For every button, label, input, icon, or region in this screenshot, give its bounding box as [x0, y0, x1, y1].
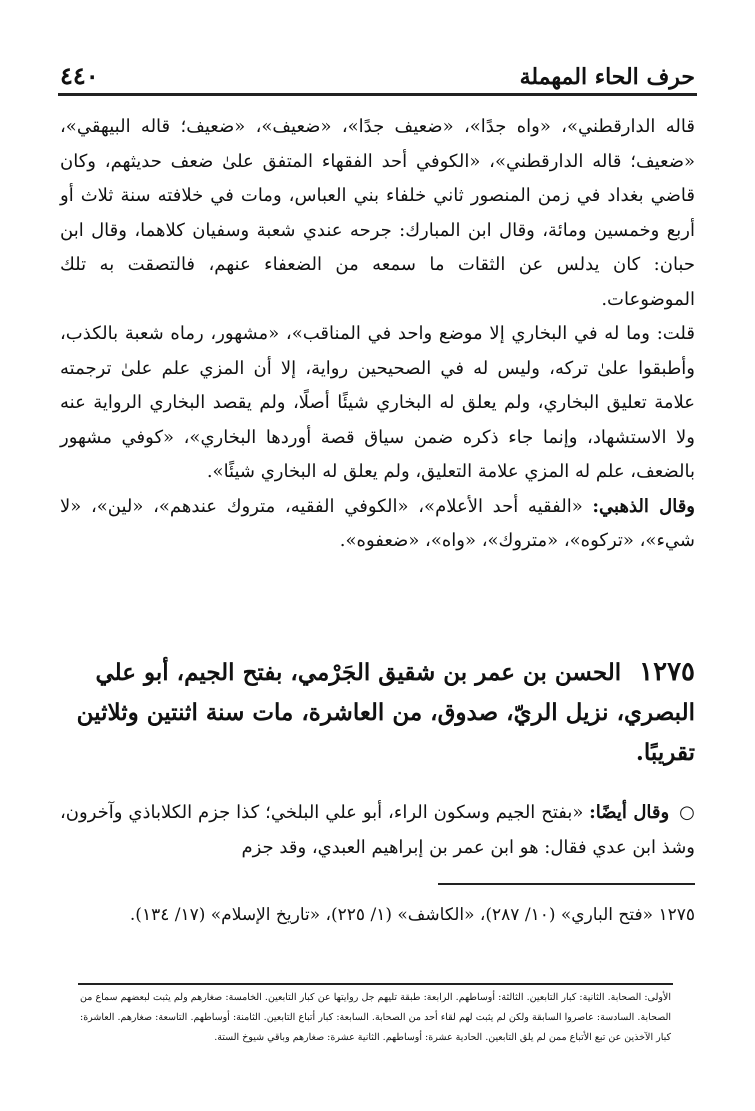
paragraph-1: قاله الدارقطني»، «واه جدًا»، «ضعيف جدًا»، «ضعيف»، «ضعيف؛ قاله البيهقي»، «ضعيف؛ قاله الدارقطني»، «الكوفي أحد الفقهاء المتفق علىٰ ضعف حديثهم، وكان قاضي بغداد في زمن المنصور ثاني خلفاء بني العباس، ومات في خلافته سنة ثلاث أو أربع وخمسين ومائة، وقال ابن المبارك: جرحه عندي شعبة وسفيان كلاهما، وقال ابن حبان: كان يدلس عن الثقات ما سمعه من الضعفاء عنهم، فالتصقت به تلك الموضوعات.	[60, 116, 695, 310]
header-rule	[58, 93, 697, 96]
narrator-entry	[60, 652, 695, 773]
page-header	[60, 50, 695, 90]
paragraph-3	[60, 490, 695, 559]
page-number: ٤٤٠	[60, 61, 99, 90]
paragraph-2: قلت: وما له في البخاري إلا موضع واحد في المناقب»، «مشهور، رماه شعبة بالكذب، وأطبقوا علىٰ تركه، وليس له في الصحيحين رواية، إلا أن المزي علم علىٰ ترجمته علامة تعليق البخاري، ولم يعلق له البخاري شيئًا أصلًا، ولم يقصد البخاري الرواية عنه ولا الاستشهاد، وإنما جاء ذكره ضمن سياق قصة أوردها البخاري»، «كوفي مشهور بالضعف، علم له المزي علامة التعليق، ولم يعلق له البخاري شيئًا».	[60, 323, 695, 482]
tabaqat-glossary: الأولى: الصحابة. الثانية: كبار التابعين. الثالثة: أوساطهم. الرابعة: طبقة تليهم جل روايتها عن كبار التابعين. الخامسة: صغارهم ولم يثبت لبعضهم سماع من الصحابة. السادسة: عاصروا السابقة ولكن لم يثبت لهم لقاء أحد من الصحابة. السابعة: كبار أتباع التابعين. الثامنة: أوساطهم. التاسعة: صغارهم. العاشرة: كبار الآخذين عن تبع الأتباع ممن لم يلق التابعين. الحادية عشرة: أوساطهم. الثانية عشرة: صغارهم وباقي شيوخ الستة.	[80, 992, 671, 1043]
entry-name: الحسن بن عمر بن شقيق الجَرْمي، بفتح الجيم، أبو علي البصري، نزيل الريّ، صدوق، من العاشرة، مات سنة اثنتين وثلاثين تقريبًا.	[76, 659, 695, 766]
commentary-label: وقال أيضًا:	[589, 802, 670, 823]
main-text	[60, 110, 695, 559]
footnote: ١٢٧٥ «فتح الباري» (١٠/ ٢٨٧)، «الكاشف» (١/ ٢٢٥)، «تاريخ الإسلام» (١٧/ ١٣٤).	[129, 905, 695, 925]
entry-commentary	[60, 795, 695, 865]
entry-number: ١٢٧٥	[639, 657, 695, 687]
chapter-title: حرف الحاء المهملة	[519, 64, 695, 90]
circle-bullet-icon: ○	[679, 802, 696, 823]
commentary-text: «بفتح الجيم وسكون الراء، أبو علي البلخي؛ كذا جزم الكلاباذي وآخرون، وشذ ابن عدي فقال: هو ابن عمر بن إبراهيم العبدي، وقد جزم	[60, 802, 695, 858]
footnote-rule	[438, 883, 695, 885]
dhahabi-label: وقال الذهبي:	[592, 495, 696, 517]
dhahabi-text: «الفقيه أحد الأعلام»، «الكوفي الفقيه، متروك عندهم»، «لين»، «لا شيء»، «تركوه»، «متروك»، «واه»، «ضعفوه».	[60, 495, 695, 551]
glossary-rule	[78, 983, 673, 985]
